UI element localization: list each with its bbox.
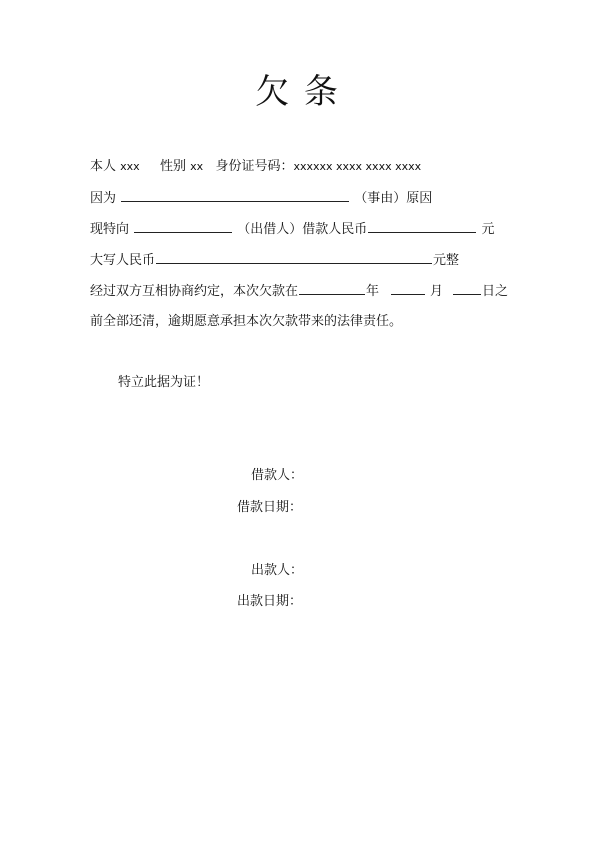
person-value: xxx: [120, 160, 140, 173]
amount-blank[interactable]: [368, 220, 476, 233]
document-title: 欠 条: [255, 72, 340, 112]
reason-prefix: 因为: [90, 191, 117, 206]
amount-words-prefix: 大写人民币: [90, 253, 156, 268]
person-label: 本人: [90, 159, 117, 174]
loan-middle: （出借人）借款人民币: [237, 222, 368, 237]
month-blank[interactable]: [391, 282, 425, 295]
reason-line: [90, 189, 432, 208]
borrower-label: 借款人：: [251, 468, 304, 483]
day-label: 日之: [482, 284, 509, 299]
lender-label: 出款人：: [251, 563, 304, 578]
gender-label: 性别: [159, 159, 186, 174]
borrow-date-label: 借款日期：: [237, 500, 303, 515]
amount-words-line: [90, 251, 459, 270]
day-blank[interactable]: [453, 282, 481, 295]
loan-prefix: 现特向: [90, 222, 130, 237]
lend-date-label: 出款日期：: [237, 594, 303, 609]
year-label: 年: [366, 284, 380, 299]
loan-line: [90, 220, 494, 239]
lender-blank[interactable]: [134, 220, 232, 233]
id-value: xxxxxx xxxx xxxx xxxx: [293, 160, 422, 173]
reason-blank[interactable]: [121, 189, 349, 202]
proof-statement: 特立此据为证！: [118, 375, 210, 390]
due-date-line: [90, 282, 508, 301]
loan-suffix: 元: [481, 222, 495, 237]
year-blank[interactable]: [299, 282, 365, 295]
id-label: 身份证号码：: [215, 159, 294, 174]
gender-value: xx: [190, 160, 204, 173]
amount-words-suffix: 元整: [433, 253, 460, 268]
repayment-clause: 前全部还清，逾期愿意承担本次欠款带来的法律责任。: [90, 314, 403, 329]
month-label: 月: [430, 284, 444, 299]
reason-suffix: （事由）原因: [354, 191, 433, 206]
amount-words-blank[interactable]: [156, 251, 432, 264]
due-date-prefix: 经过双方互相协商约定，本次欠款在: [90, 284, 299, 299]
personal-info-line: [90, 158, 421, 176]
